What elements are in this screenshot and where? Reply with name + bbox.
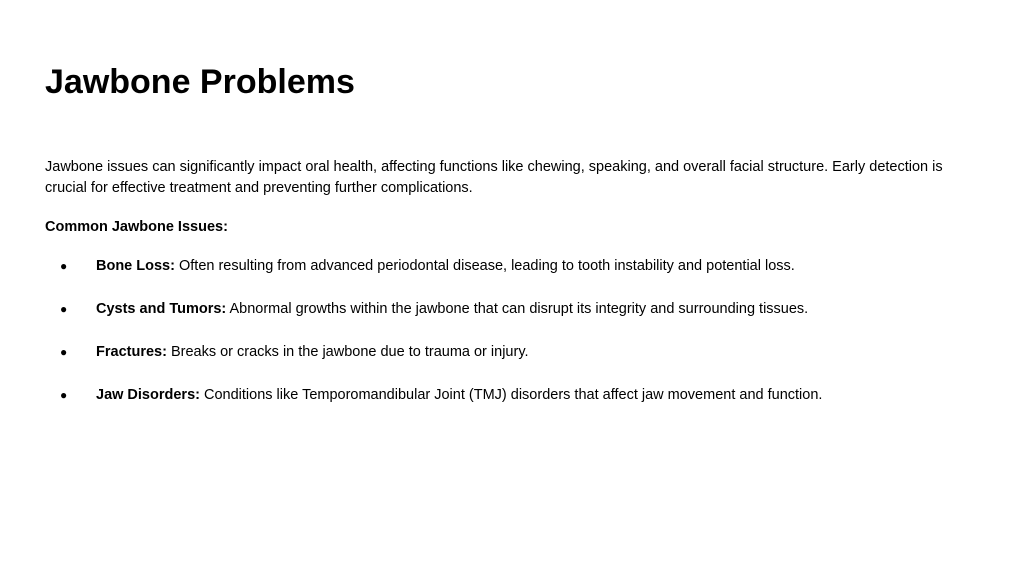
issue-description: Conditions like Temporomandibular Joint (TMJ) disorders that affect jaw movement and function.	[199, 387, 823, 403]
bullet-icon: ●	[60, 345, 68, 359]
issue-term: Jaw Disorders:	[96, 387, 200, 403]
bullet-icon: ●	[60, 388, 68, 402]
issue-term: Fractures:	[96, 344, 167, 360]
bullet-icon: ●	[60, 259, 68, 273]
list-item-fractures	[45, 342, 975, 363]
issue-description: Abnormal growths within the jawbone that can disrupt its integrity and surrounding tissues.	[226, 301, 809, 317]
issue-term: Bone Loss:	[96, 258, 175, 274]
list-item-cysts-and-tumors	[45, 299, 975, 320]
issue-text	[96, 256, 795, 277]
issue-text	[96, 385, 822, 406]
list-item-jaw-disorders	[45, 385, 975, 406]
list-item-bone-loss	[45, 256, 975, 277]
section-heading: Common Jawbone Issues:	[45, 219, 228, 235]
issue-text	[96, 299, 808, 320]
slide-title: Jawbone Problems	[45, 63, 355, 101]
issue-term: Cysts and Tumors:	[96, 301, 227, 317]
bullet-icon: ●	[60, 302, 68, 316]
issue-text	[96, 342, 529, 363]
intro-paragraph: Jawbone issues can significantly impact oral health, affecting functions like chewing, speaking, and overall facial structure. Early detection is crucial for effective treatment and preventing further complications.	[45, 159, 943, 196]
issue-list	[45, 256, 975, 428]
issue-description: Breaks or cracks in the jawbone due to trauma or injury.	[166, 344, 529, 360]
issue-description: Often resulting from advanced periodontal disease, leading to tooth instability and potential loss.	[174, 258, 795, 274]
